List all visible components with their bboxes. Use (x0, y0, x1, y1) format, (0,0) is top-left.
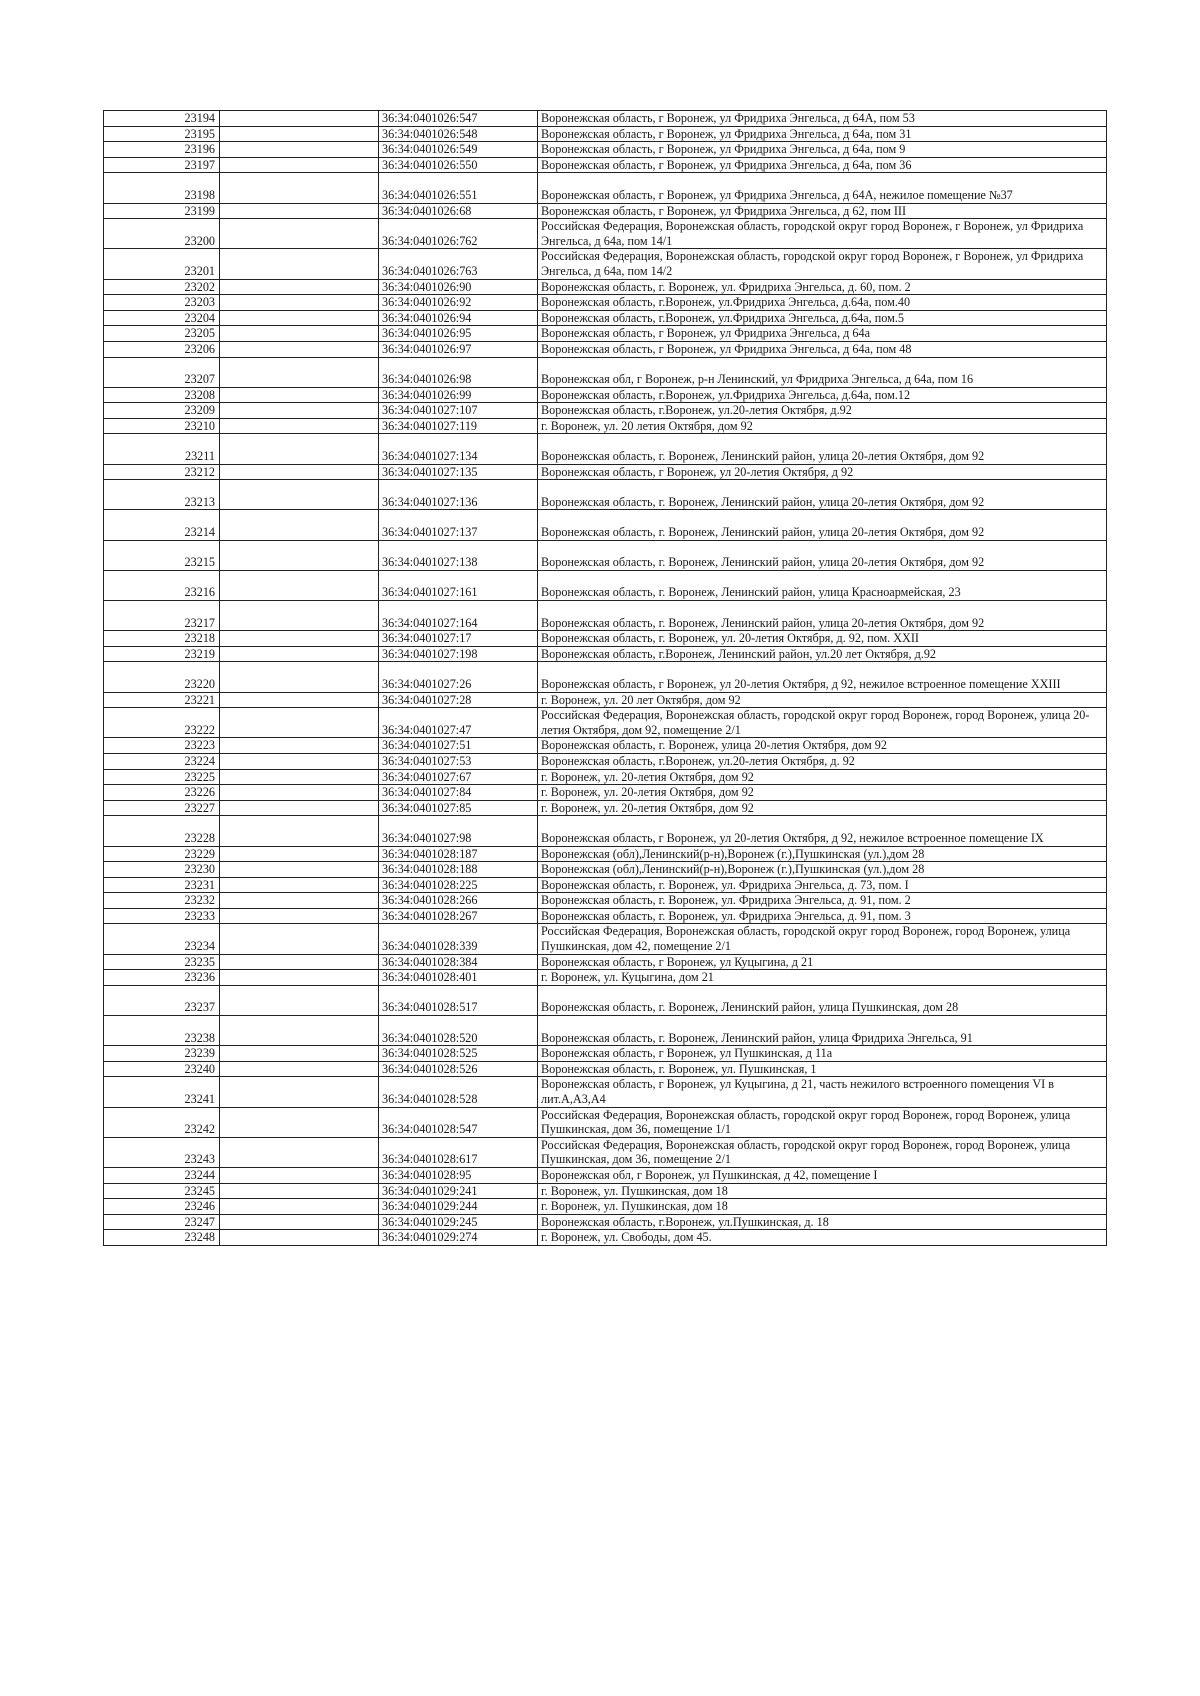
cadastral-number-cell: 36:34:0401027:98 (379, 816, 538, 846)
address-cell: Воронежская область, г Воронеж, ул Фридриха Энгельса, д 64А, нежилое помещение №37 (538, 173, 1107, 203)
row-number-cell: 23198 (104, 173, 220, 203)
cadastral-number-cell: 36:34:0401027:107 (379, 403, 538, 419)
table-row (104, 662, 1107, 692)
table-row (104, 279, 1107, 295)
address-cell: Воронежская область, г.Воронеж, ул.Фридриха Энгельса, д.64а, пом.5 (538, 310, 1107, 326)
empty-cell (220, 326, 379, 342)
row-number-cell: 23222 (104, 708, 220, 738)
row-number-cell: 23237 (104, 985, 220, 1015)
cadastral-number-cell: 36:34:0401028:95 (379, 1167, 538, 1183)
address-cell: Воронежская область, г. Воронеж, Ленинский район, улица 20-летия Октября, дом 92 (538, 540, 1107, 570)
row-number-cell: 23220 (104, 662, 220, 692)
cadastral-number-cell: 36:34:0401026:762 (379, 219, 538, 249)
table-row (104, 769, 1107, 785)
cadastral-number-cell: 36:34:0401026:98 (379, 357, 538, 387)
empty-cell (220, 249, 379, 279)
empty-cell (220, 387, 379, 403)
address-cell: Воронежская область, г Воронеж, ул Фридриха Энгельса, д 64а, пом 36 (538, 157, 1107, 173)
row-number-cell: 23247 (104, 1214, 220, 1230)
address-cell: г. Воронеж, ул. 20 летия Октября, дом 92 (538, 418, 1107, 434)
cadastral-number-cell: 36:34:0401028:188 (379, 862, 538, 878)
cadastral-number-cell: 36:34:0401028:384 (379, 954, 538, 970)
cadastral-number-cell: 36:34:0401027:198 (379, 646, 538, 662)
row-number-cell: 23197 (104, 157, 220, 173)
address-cell: Российская Федерация, Воронежская область, городской округ город Воронеж, город Воронеж, улица Пушкинская, дом 42, помещение 2/1 (538, 924, 1107, 954)
table-row (104, 1061, 1107, 1077)
empty-cell (220, 1199, 379, 1215)
empty-cell (220, 540, 379, 570)
cadastral-number-cell: 36:34:0401027:84 (379, 785, 538, 801)
address-cell: Воронежская область, г.Воронеж, ул.20-летия Октября, д.92 (538, 403, 1107, 419)
table-row (104, 631, 1107, 647)
table-row (104, 1137, 1107, 1167)
row-number-cell: 23212 (104, 464, 220, 480)
cadastral-number-cell: 36:34:0401029:244 (379, 1199, 538, 1215)
empty-cell (220, 357, 379, 387)
cadastral-number-cell: 36:34:0401026:549 (379, 142, 538, 158)
empty-cell (220, 203, 379, 219)
cadastral-number-cell: 36:34:0401028:266 (379, 893, 538, 909)
address-cell: Воронежская область, г. Воронеж, Ленинский район, улица Красноармейская, 23 (538, 570, 1107, 600)
cadastral-number-cell: 36:34:0401027:28 (379, 692, 538, 708)
empty-cell (220, 846, 379, 862)
address-cell: Воронежская область, г. Воронеж, улица 20-летия Октября, дом 92 (538, 738, 1107, 754)
empty-cell (220, 434, 379, 464)
table-row (104, 403, 1107, 419)
table-row (104, 310, 1107, 326)
cadastral-number-cell: 36:34:0401026:92 (379, 295, 538, 311)
address-cell: Воронежская (обл),Ленинский(р-н),Воронеж (г.),Пушкинская (ул.),дом 28 (538, 846, 1107, 862)
row-number-cell: 23209 (104, 403, 220, 419)
row-number-cell: 23231 (104, 877, 220, 893)
address-cell: г. Воронеж, ул. Пушкинская, дом 18 (538, 1199, 1107, 1215)
table-row (104, 1107, 1107, 1137)
cadastral-number-cell: 36:34:0401027:47 (379, 708, 538, 738)
row-number-cell: 23206 (104, 341, 220, 357)
table-row (104, 877, 1107, 893)
table-row (104, 692, 1107, 708)
empty-cell (220, 816, 379, 846)
row-number-cell: 23216 (104, 570, 220, 600)
table-row (104, 219, 1107, 249)
row-number-cell: 23204 (104, 310, 220, 326)
empty-cell (220, 310, 379, 326)
table-row (104, 753, 1107, 769)
empty-cell (220, 570, 379, 600)
cadastral-number-cell: 36:34:0401028:225 (379, 877, 538, 893)
cadastral-number-cell: 36:34:0401026:547 (379, 111, 538, 127)
table-row (104, 142, 1107, 158)
cadastral-number-cell: 36:34:0401026:550 (379, 157, 538, 173)
address-cell: г. Воронеж, ул. Куцыгина, дом 21 (538, 970, 1107, 986)
empty-cell (220, 1137, 379, 1167)
row-number-cell: 23246 (104, 1199, 220, 1215)
cadastral-number-cell: 36:34:0401026:68 (379, 203, 538, 219)
table-row (104, 1214, 1107, 1230)
empty-cell (220, 510, 379, 540)
row-number-cell: 23200 (104, 219, 220, 249)
row-number-cell: 23219 (104, 646, 220, 662)
empty-cell (220, 662, 379, 692)
empty-cell (220, 219, 379, 249)
address-cell: Воронежская область, г. Воронеж, ул. Фридриха Энгельса, д. 91, пом. 3 (538, 908, 1107, 924)
table-row (104, 954, 1107, 970)
row-number-cell: 23217 (104, 601, 220, 631)
table-row (104, 800, 1107, 816)
row-number-cell: 23227 (104, 800, 220, 816)
empty-cell (220, 646, 379, 662)
table-row (104, 203, 1107, 219)
row-number-cell: 23236 (104, 970, 220, 986)
table-row (104, 126, 1107, 142)
empty-cell (220, 1230, 379, 1246)
cadastral-number-cell: 36:34:0401026:99 (379, 387, 538, 403)
row-number-cell: 23207 (104, 357, 220, 387)
address-cell: Российская Федерация, Воронежская область, городской округ город Воронеж, город Воронеж, улица 20-летия Октября, дом 92, помещение 2/1 (538, 708, 1107, 738)
row-number-cell: 23224 (104, 753, 220, 769)
row-number-cell: 23202 (104, 279, 220, 295)
row-number-cell: 23210 (104, 418, 220, 434)
cadastral-number-cell: 36:34:0401027:17 (379, 631, 538, 647)
empty-cell (220, 418, 379, 434)
row-number-cell: 23232 (104, 893, 220, 909)
cadastral-number-cell: 36:34:0401029:241 (379, 1183, 538, 1199)
row-number-cell: 23228 (104, 816, 220, 846)
cadastral-number-cell: 36:34:0401027:53 (379, 753, 538, 769)
row-number-cell: 23214 (104, 510, 220, 540)
address-cell: Российская Федерация, Воронежская область, городской округ город Воронеж, г Воронеж, ул Фридриха Энгельса, д 64а, пом 14/1 (538, 219, 1107, 249)
address-cell: Российская Федерация, Воронежская область, городской округ город Воронеж, город Воронеж, улица Пушкинская, дом 36, помещение 1/1 (538, 1107, 1107, 1137)
address-cell: Воронежская область, г. Воронеж, ул. 20-летия Октября, д. 92, пом. XXII (538, 631, 1107, 647)
address-cell: Воронежская область, г.Воронеж, Ленинский район, ул.20 лет Октября, д.92 (538, 646, 1107, 662)
empty-cell (220, 708, 379, 738)
empty-cell (220, 1107, 379, 1137)
empty-cell (220, 126, 379, 142)
address-cell: Воронежская область, г Воронеж, ул Фридриха Энгельса, д 62, пом III (538, 203, 1107, 219)
table-row (104, 387, 1107, 403)
cadastral-number-cell: 36:34:0401027:26 (379, 662, 538, 692)
table-row (104, 1046, 1107, 1062)
address-cell: Воронежская область, г. Воронеж, ул. Фридриха Энгельса, д. 73, пом. I (538, 877, 1107, 893)
empty-cell (220, 877, 379, 893)
empty-cell (220, 924, 379, 954)
table-row (104, 816, 1107, 846)
address-cell: Воронежская область, г Воронеж, ул Фридриха Энгельса, д 64А, пом 53 (538, 111, 1107, 127)
empty-cell (220, 157, 379, 173)
empty-cell (220, 1214, 379, 1230)
table-row (104, 893, 1107, 909)
cadastral-number-cell: 36:34:0401029:274 (379, 1230, 538, 1246)
row-number-cell: 23218 (104, 631, 220, 647)
empty-cell (220, 970, 379, 986)
address-cell: Воронежская обл, г Воронеж, ул Пушкинская, д 42, помещение I (538, 1167, 1107, 1183)
empty-cell (220, 341, 379, 357)
cadastral-number-cell: 36:34:0401028:547 (379, 1107, 538, 1137)
address-cell: Воронежская область, г Воронеж, ул Фридриха Энгельса, д 64а, пом 48 (538, 341, 1107, 357)
empty-cell (220, 142, 379, 158)
address-cell: г. Воронеж, ул. 20-летия Октября, дом 92 (538, 800, 1107, 816)
cadastral-number-cell: 36:34:0401028:525 (379, 1046, 538, 1062)
cadastral-number-cell: 36:34:0401026:551 (379, 173, 538, 203)
address-cell: Воронежская область, г Воронеж, ул Фридриха Энгельса, д 64а, пом 9 (538, 142, 1107, 158)
address-cell: Воронежская область, г Воронеж, ул Пушкинская, д 11а (538, 1046, 1107, 1062)
table-row (104, 601, 1107, 631)
table-row (104, 357, 1107, 387)
cadastral-number-cell: 36:34:0401027:85 (379, 800, 538, 816)
table-row (104, 708, 1107, 738)
table-row (104, 173, 1107, 203)
address-cell: Воронежская область, г Воронеж, ул Куцыгина, д 21, часть нежилого встроенного помещения VI в лит.А,А3,А4 (538, 1077, 1107, 1107)
cadastral-number-cell: 36:34:0401026:95 (379, 326, 538, 342)
address-cell: Воронежская область, г Воронеж, ул Фридриха Энгельса, д 64а (538, 326, 1107, 342)
row-number-cell: 23235 (104, 954, 220, 970)
cadastral-number-cell: 36:34:0401028:187 (379, 846, 538, 862)
table-row (104, 924, 1107, 954)
cadastral-number-cell: 36:34:0401027:135 (379, 464, 538, 480)
cadastral-number-cell: 36:34:0401028:520 (379, 1016, 538, 1046)
table-row (104, 464, 1107, 480)
empty-cell (220, 1061, 379, 1077)
cadastral-number-cell: 36:34:0401028:339 (379, 924, 538, 954)
row-number-cell: 23211 (104, 434, 220, 464)
address-cell: Воронежская область, г. Воронеж, ул. Фридриха Энгельса, д. 91, пом. 2 (538, 893, 1107, 909)
address-cell: Воронежская область, г. Воронеж, Ленинский район, улица Фридриха Энгельса, 91 (538, 1016, 1107, 1046)
empty-cell (220, 738, 379, 754)
address-cell: г. Воронеж, ул. 20-летия Октября, дом 92 (538, 785, 1107, 801)
address-cell: Воронежская (обл),Ленинский(р-н),Воронеж (г.),Пушкинская (ул.),дом 28 (538, 862, 1107, 878)
empty-cell (220, 692, 379, 708)
address-cell: Российская Федерация, Воронежская область, городской округ город Воронеж, город Воронеж, улица Пушкинская, дом 36, помещение 2/1 (538, 1137, 1107, 1167)
table-row (104, 157, 1107, 173)
address-cell: г. Воронеж, ул. Свободы, дом 45. (538, 1230, 1107, 1246)
address-cell: Воронежская область, г Воронеж, ул 20-летия Октября, д 92, нежилое встроенное помещение IX (538, 816, 1107, 846)
table-row (104, 480, 1107, 510)
table-row (104, 570, 1107, 600)
empty-cell (220, 480, 379, 510)
cadastral-number-cell: 36:34:0401028:526 (379, 1061, 538, 1077)
row-number-cell: 23242 (104, 1107, 220, 1137)
empty-cell (220, 631, 379, 647)
row-number-cell: 23245 (104, 1183, 220, 1199)
cadastral-number-cell: 36:34:0401028:401 (379, 970, 538, 986)
table-row (104, 985, 1107, 1015)
cadastral-number-cell: 36:34:0401026:90 (379, 279, 538, 295)
empty-cell (220, 403, 379, 419)
empty-cell (220, 1167, 379, 1183)
row-number-cell: 23208 (104, 387, 220, 403)
row-number-cell: 23239 (104, 1046, 220, 1062)
cadastral-number-cell: 36:34:0401028:528 (379, 1077, 538, 1107)
address-cell: Воронежская область, г Воронеж, ул 20-летия Октября, д 92 (538, 464, 1107, 480)
table-row (104, 908, 1107, 924)
cadastral-number-cell: 36:34:0401027:134 (379, 434, 538, 464)
row-number-cell: 23241 (104, 1077, 220, 1107)
row-number-cell: 23213 (104, 480, 220, 510)
cadastral-number-cell: 36:34:0401027:138 (379, 540, 538, 570)
empty-cell (220, 800, 379, 816)
table-row (104, 1183, 1107, 1199)
table-row (104, 540, 1107, 570)
address-cell: Воронежская область, г. Воронеж, Ленинский район, улица 20-летия Октября, дом 92 (538, 480, 1107, 510)
address-cell: Воронежская область, г.Воронеж, ул.Пушкинская, д. 18 (538, 1214, 1107, 1230)
empty-cell (220, 753, 379, 769)
row-number-cell: 23248 (104, 1230, 220, 1246)
table-row (104, 646, 1107, 662)
cadastral-number-cell: 36:34:0401027:119 (379, 418, 538, 434)
row-number-cell: 23229 (104, 846, 220, 862)
row-number-cell: 23244 (104, 1167, 220, 1183)
row-number-cell: 23225 (104, 769, 220, 785)
row-number-cell: 23230 (104, 862, 220, 878)
row-number-cell: 23203 (104, 295, 220, 311)
empty-cell (220, 1077, 379, 1107)
empty-cell (220, 862, 379, 878)
address-cell: Воронежская область, г.Воронеж, ул.Фридриха Энгельса, д.64а, пом.12 (538, 387, 1107, 403)
empty-cell (220, 279, 379, 295)
row-number-cell: 23201 (104, 249, 220, 279)
table-row (104, 326, 1107, 342)
table-row (104, 862, 1107, 878)
address-cell: г. Воронеж, ул. 20-летия Октября, дом 92 (538, 769, 1107, 785)
row-number-cell: 23215 (104, 540, 220, 570)
table-row (104, 418, 1107, 434)
table-row (104, 1016, 1107, 1046)
cadastral-number-cell: 36:34:0401027:137 (379, 510, 538, 540)
row-number-cell: 23205 (104, 326, 220, 342)
row-number-cell: 23238 (104, 1016, 220, 1046)
table-row (104, 249, 1107, 279)
table-row (104, 510, 1107, 540)
table-row (104, 1077, 1107, 1107)
table-row (104, 785, 1107, 801)
cadastral-number-cell: 36:34:0401027:67 (379, 769, 538, 785)
cadastral-number-cell: 36:34:0401027:136 (379, 480, 538, 510)
cadastral-number-cell: 36:34:0401027:161 (379, 570, 538, 600)
cadastral-number-cell: 36:34:0401028:517 (379, 985, 538, 1015)
address-cell: Воронежская область, г. Воронеж, Ленинский район, улица 20-летия Октября, дом 92 (538, 510, 1107, 540)
table-row (104, 970, 1107, 986)
empty-cell (220, 785, 379, 801)
row-number-cell: 23195 (104, 126, 220, 142)
row-number-cell: 23194 (104, 111, 220, 127)
empty-cell (220, 1046, 379, 1062)
address-cell: Воронежская область, г.Воронеж, ул.20-летия Октября, д. 92 (538, 753, 1107, 769)
address-cell: г. Воронеж, ул. Пушкинская, дом 18 (538, 1183, 1107, 1199)
cadastral-number-cell: 36:34:0401026:97 (379, 341, 538, 357)
address-cell: Воронежская область, г Воронеж, ул Фридриха Энгельса, д 64а, пом 31 (538, 126, 1107, 142)
address-cell: Воронежская область, г. Воронеж, Ленинский район, улица 20-летия Октября, дом 92 (538, 434, 1107, 464)
empty-cell (220, 985, 379, 1015)
address-cell: Воронежская область, г. Воронеж, ул. Пушкинская, 1 (538, 1061, 1107, 1077)
empty-cell (220, 111, 379, 127)
table-row (104, 111, 1107, 127)
cadastral-number-cell: 36:34:0401026:94 (379, 310, 538, 326)
row-number-cell: 23233 (104, 908, 220, 924)
address-cell: Воронежская область, г. Воронеж, Ленинский район, улица 20-летия Октября, дом 92 (538, 601, 1107, 631)
empty-cell (220, 1016, 379, 1046)
empty-cell (220, 601, 379, 631)
address-cell: Воронежская область, г. Воронеж, ул. Фридриха Энгельса, д. 60, пом. 2 (538, 279, 1107, 295)
cadastral-number-cell: 36:34:0401028:617 (379, 1137, 538, 1167)
address-cell: Российская Федерация, Воронежская область, городской округ город Воронеж, г Воронеж, ул Фридриха Энгельса, д 64а, пом 14/2 (538, 249, 1107, 279)
table-row (104, 295, 1107, 311)
row-number-cell: 23196 (104, 142, 220, 158)
cadastral-number-cell: 36:34:0401026:548 (379, 126, 538, 142)
empty-cell (220, 954, 379, 970)
address-cell: Воронежская область, г Воронеж, ул 20-летия Октября, д 92, нежилое встроенное помещение XXIII (538, 662, 1107, 692)
address-cell: Воронежская область, г. Воронеж, Ленинский район, улица Пушкинская, дом 28 (538, 985, 1107, 1015)
row-number-cell: 23221 (104, 692, 220, 708)
row-number-cell: 23240 (104, 1061, 220, 1077)
cadastral-number-cell: 36:34:0401027:164 (379, 601, 538, 631)
cadastral-number-cell: 36:34:0401028:267 (379, 908, 538, 924)
row-number-cell: 23223 (104, 738, 220, 754)
registry-table-body (104, 111, 1107, 1246)
table-row (104, 1199, 1107, 1215)
table-row (104, 846, 1107, 862)
registry-table (103, 110, 1107, 1246)
table-row (104, 1167, 1107, 1183)
row-number-cell: 23243 (104, 1137, 220, 1167)
empty-cell (220, 464, 379, 480)
address-cell: Воронежская область, г.Воронеж, ул.Фридриха Энгельса, д.64а, пом.40 (538, 295, 1107, 311)
address-cell: Воронежская обл, г Воронеж, р-н Ленинский, ул Фридриха Энгельса, д 64а, пом 16 (538, 357, 1107, 387)
table-row (104, 434, 1107, 464)
empty-cell (220, 295, 379, 311)
row-number-cell: 23199 (104, 203, 220, 219)
address-cell: Воронежская область, г Воронеж, ул Куцыгина, д 21 (538, 954, 1107, 970)
table-row (104, 738, 1107, 754)
table-row (104, 1230, 1107, 1246)
cadastral-number-cell: 36:34:0401029:245 (379, 1214, 538, 1230)
row-number-cell: 23234 (104, 924, 220, 954)
empty-cell (220, 893, 379, 909)
empty-cell (220, 908, 379, 924)
cadastral-number-cell: 36:34:0401027:51 (379, 738, 538, 754)
address-cell: г. Воронеж, ул. 20 лет Октября, дом 92 (538, 692, 1107, 708)
empty-cell (220, 173, 379, 203)
row-number-cell: 23226 (104, 785, 220, 801)
empty-cell (220, 769, 379, 785)
cadastral-number-cell: 36:34:0401026:763 (379, 249, 538, 279)
empty-cell (220, 1183, 379, 1199)
table-row (104, 341, 1107, 357)
